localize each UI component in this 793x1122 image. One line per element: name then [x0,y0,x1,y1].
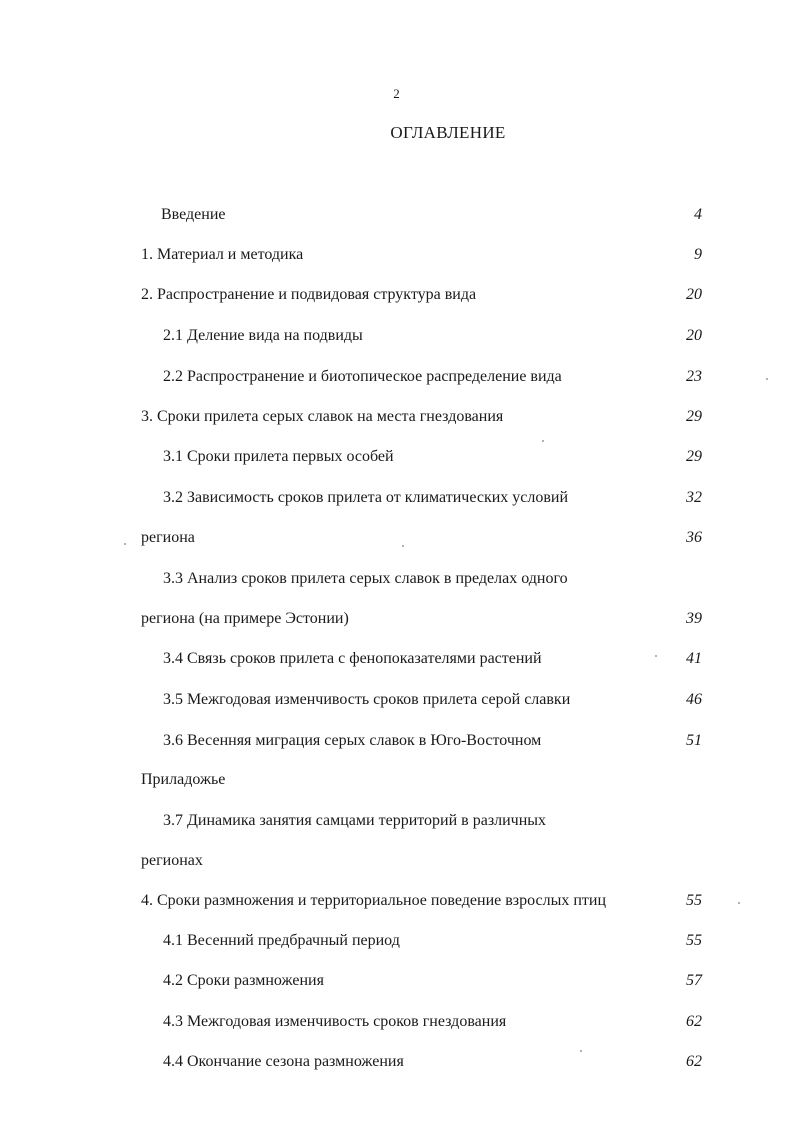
toc-entry-text: 2. Распространение и подвидовая структура вида [141,286,477,303]
toc-entry-text: 3.7 Динамика занятия самцами территорий в различных [163,812,547,829]
toc-entry-page: 20 [686,327,702,344]
toc-entry-text: 3.3 Анализ сроков прилета серых славок в пределах одного [163,570,568,587]
toc-entry-page: 29 [686,408,702,425]
toc-entry-page: 32 [686,489,702,506]
toc-entry-page: 23 [686,368,702,385]
toc-entry-text: 3.2 Зависимость сроков прилета от климатических условий [163,489,569,506]
toc-entry-page: 4 [694,206,702,223]
toc-entry-page: 29 [686,448,702,465]
toc-entry-text: 1. Материал и методика [141,246,304,263]
toc-entry-text: регионах [141,852,203,869]
toc-entry-text: 4.2 Сроки размножения [163,972,324,989]
toc-entry-text: 2.1 Деление вида на подвиды [163,327,363,344]
page-title: ОГЛАВЛЕНИЕ [390,123,506,142]
toc-entry-text: 2.2 Распространение и биотопическое распределение вида [163,368,562,385]
toc-entry-text: 3.6 Весенняя миграция серых славок в Юго-Восточном [163,732,542,749]
scan-speck [542,440,544,442]
scan-speck [124,543,126,545]
scan-speck [402,545,404,547]
toc-entry-text: 3.4 Связь сроков прилета с фенопоказателями растений [163,650,542,667]
toc-entry-page: 41 [686,650,702,667]
toc-entry-page: 9 [694,246,702,263]
toc-entry-page: 55 [686,892,702,909]
toc-entry-page: 62 [686,1053,702,1070]
toc-entry-page: 39 [686,610,702,627]
toc-entry-page: 51 [686,732,702,749]
toc-entry-text: Приладожье [141,771,226,788]
toc-entry-page: 20 [686,286,702,303]
scan-speck [738,902,740,904]
toc-entry-page: 57 [686,972,702,989]
page-number: 2 [393,86,400,101]
toc-entry-text: 4.4 Окончание сезона размножения [163,1053,404,1070]
toc-entry-text: 3. Сроки прилета серых славок на места гнездования [141,408,504,425]
toc-entry-text: 4.3 Межгодовая изменчивость сроков гнездования [163,1013,507,1030]
toc-entry-text: Введение [161,206,226,223]
scan-speck [580,1050,582,1052]
scan-speck [655,655,657,657]
toc-entry-page: 62 [686,1013,702,1030]
toc-entry-text: региона (на примере Эстонии) [141,610,349,627]
toc-entry-page: 55 [686,932,702,949]
toc-entry-text: 3.1 Сроки прилета первых особей [163,448,394,465]
toc-entry-page: 36 [686,529,702,546]
toc-entry-text: 3.5 Межгодовая изменчивость сроков прилета серой славки [163,691,571,708]
toc-entry-text: 4.1 Весенний предбрачный период [163,932,400,949]
toc-entry-text: региона [141,529,195,546]
toc-entry-text: 4. Сроки размножения и территориальное поведение взрослых птиц [141,892,607,909]
scan-speck [766,378,768,380]
toc-entry-page: 46 [686,691,702,708]
